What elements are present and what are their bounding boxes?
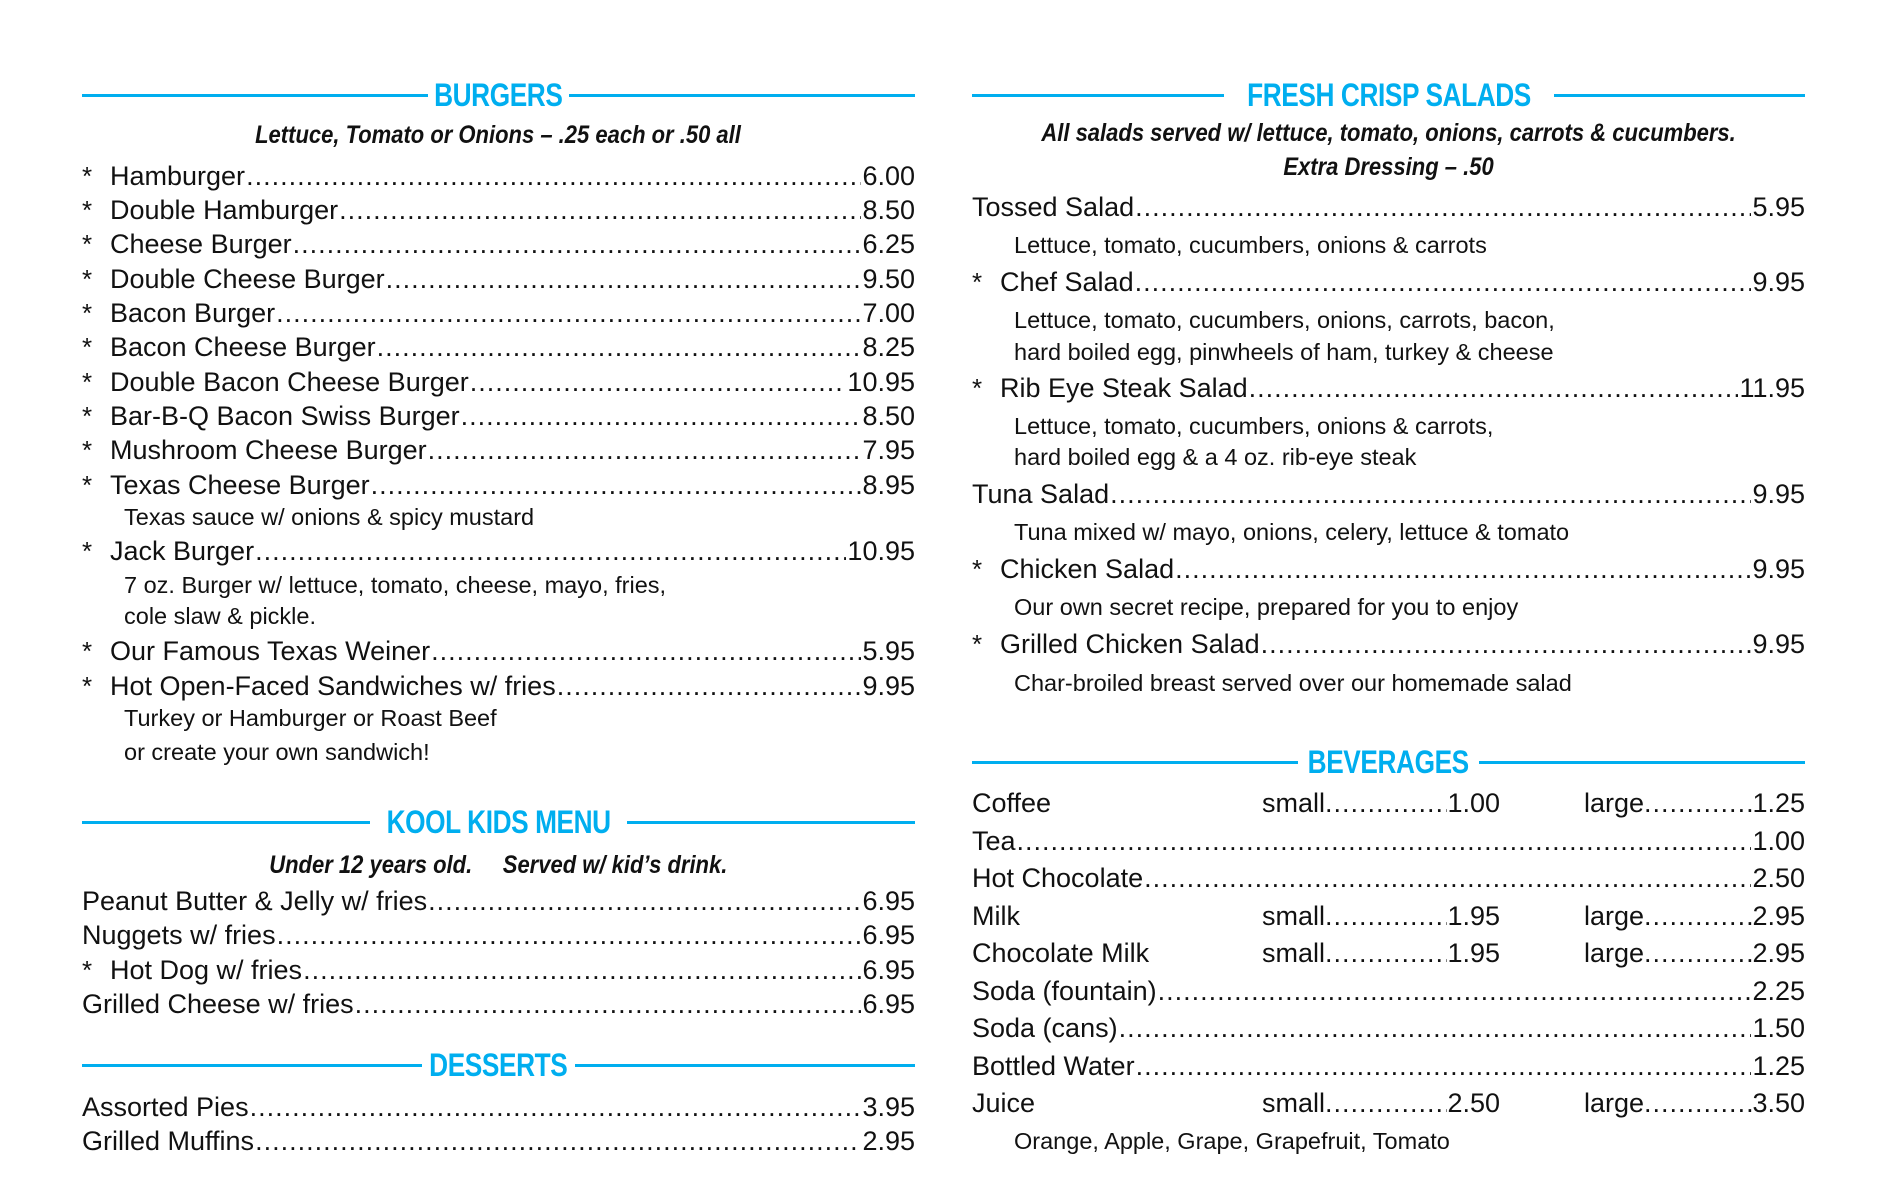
- item-price: 2.50: [1752, 863, 1805, 893]
- dot-leader: [277, 918, 862, 952]
- dot-leader: [1644, 786, 1752, 820]
- menu-item: [82, 918, 915, 952]
- beverage-item: [972, 936, 1805, 970]
- small-price-group: [1262, 899, 1500, 933]
- beverage-item: [972, 1049, 1805, 1083]
- item-description: cole slaw & pickle.: [124, 603, 316, 629]
- menu-item: [82, 669, 915, 703]
- star-icon: *: [82, 195, 93, 225]
- item-price: 6.95: [862, 920, 915, 950]
- dot-leader: [386, 262, 862, 296]
- star-icon: *: [82, 636, 93, 666]
- dot-leader: [371, 468, 862, 502]
- menu-item: [972, 190, 1805, 224]
- item-name: Bottled Water: [972, 1051, 1135, 1081]
- section-header-burgers: [82, 75, 915, 115]
- item-name: Double Cheese Burger: [110, 264, 385, 294]
- header-rule: [82, 1064, 422, 1067]
- item-name: Peanut Butter & Jelly w/ fries: [82, 886, 428, 916]
- dot-leader: [1158, 974, 1752, 1008]
- menu-item: [82, 365, 915, 399]
- subtitle-text: Extra Dressing – .50: [1283, 153, 1494, 181]
- size-label: small: [1262, 788, 1326, 818]
- menu-item: [82, 262, 915, 296]
- menu-item: [82, 1124, 915, 1158]
- small-price: 2.50: [1447, 1088, 1500, 1118]
- menu-item: [82, 1090, 915, 1124]
- dot-leader: [1644, 1086, 1752, 1120]
- item-name: Cheese Burger: [110, 229, 292, 259]
- item-price: 2.95: [862, 1126, 915, 1156]
- small-price: 1.95: [1447, 901, 1500, 931]
- dot-leader: [1644, 899, 1752, 933]
- item-name: Chicken Salad: [1000, 554, 1175, 584]
- item-price: 5.95: [1752, 192, 1805, 222]
- dot-leader: [1325, 899, 1447, 933]
- section-title: KOOL KIDS MENU: [386, 804, 611, 840]
- item-description: Char-broiled breast served over our homemade salad: [1014, 670, 1572, 696]
- item-name: Grilled Muffins: [82, 1126, 255, 1156]
- header-rule: [1554, 94, 1806, 97]
- dot-leader: [557, 669, 862, 703]
- subtitle-text: Lettuce, Tomato or Onions – .25 each or .50 all: [255, 121, 742, 149]
- star-icon: *: [82, 332, 93, 362]
- item-name: Hot Open-Faced Sandwiches w/ fries: [110, 671, 556, 701]
- item-name: Hot Dog w/ fries: [110, 955, 303, 985]
- small-price: 1.00: [1447, 788, 1500, 818]
- large-price: 2.95: [1752, 901, 1805, 931]
- menu-item: [82, 433, 915, 467]
- item-name: Bacon Burger: [110, 298, 276, 328]
- item-description: Turkey or Hamburger or Roast Beef: [124, 705, 497, 731]
- item-price: 7.00: [862, 298, 915, 328]
- dot-leader: [246, 159, 861, 193]
- dot-leader: [470, 365, 847, 399]
- dot-leader: [428, 884, 861, 918]
- item-price: 11.95: [1739, 373, 1805, 403]
- juice-flavors: Orange, Apple, Grape, Grapefruit, Tomato: [1014, 1128, 1450, 1154]
- small-price-group: [1262, 936, 1500, 970]
- section-header-desserts: [82, 1045, 915, 1085]
- menu-item: [82, 534, 915, 568]
- item-price: 6.00: [862, 161, 915, 191]
- item-price: 6.95: [862, 955, 915, 985]
- item-name: Soda (cans): [972, 1013, 1118, 1043]
- header-rule: [627, 821, 915, 824]
- menu-item: [82, 884, 915, 918]
- item-description: or create your own sandwich!: [124, 739, 430, 765]
- star-icon: *: [82, 435, 93, 465]
- section-header-kids: [82, 802, 915, 842]
- item-name: Rib Eye Steak Salad: [1000, 373, 1248, 403]
- beverage-item: [972, 899, 1805, 933]
- dot-leader: [250, 1090, 862, 1124]
- dot-leader: [1644, 936, 1752, 970]
- star-icon: *: [82, 161, 93, 191]
- item-name: Double Hamburger: [110, 195, 339, 225]
- salads-subtitle: [972, 118, 1805, 148]
- item-name: Our Famous Texas Weiner: [110, 636, 431, 666]
- item-description: Lettuce, tomato, cucumbers, onions & carrots,: [1014, 413, 1494, 439]
- header-rule: [569, 94, 915, 97]
- item-price: 1.50: [1752, 1013, 1805, 1043]
- star-icon: *: [972, 629, 983, 659]
- dot-leader: [293, 227, 862, 261]
- menu-item: [972, 371, 1805, 405]
- header-rule: [1479, 761, 1805, 764]
- item-price: 9.95: [862, 671, 915, 701]
- item-description: hard boiled egg & a 4 oz. rib-eye steak: [1014, 444, 1417, 470]
- beverage-item: [972, 861, 1805, 895]
- item-price: 1.25: [1752, 1051, 1805, 1081]
- dot-leader: [461, 399, 862, 433]
- item-name: Hamburger: [110, 161, 246, 191]
- item-price: 8.50: [862, 401, 915, 431]
- menu-item: [82, 987, 915, 1021]
- section-title: FRESH CRISP SALADS: [1246, 77, 1531, 113]
- subtitle-text: Under 12 years old. Served w/ kid’s drink.: [269, 851, 728, 879]
- item-name: Coffee: [972, 788, 1052, 818]
- dot-leader: [1135, 190, 1751, 224]
- item-name: Double Bacon Cheese Burger: [110, 367, 469, 397]
- item-description: Texas sauce w/ onions & spicy mustard: [124, 504, 535, 530]
- menu-item: [82, 193, 915, 227]
- dot-leader: [1144, 861, 1751, 895]
- large-price-group: [1584, 936, 1805, 970]
- item-price: 3.95: [862, 1092, 915, 1122]
- item-price: 10.95: [847, 367, 915, 397]
- item-name: Texas Cheese Burger: [110, 470, 370, 500]
- dot-leader: [1135, 265, 1752, 299]
- section-header-salads: [972, 75, 1805, 115]
- item-price: 6.95: [862, 989, 915, 1019]
- item-price: 8.95: [862, 470, 915, 500]
- dot-leader: [276, 296, 861, 330]
- dot-leader: [339, 193, 861, 227]
- beverage-item: [972, 824, 1805, 858]
- dot-leader: [255, 534, 846, 568]
- dot-leader: [355, 987, 862, 1021]
- item-name: Grilled Chicken Salad: [1000, 629, 1260, 659]
- star-icon: *: [82, 298, 93, 328]
- size-label: small: [1262, 938, 1326, 968]
- section-title: DESSERTS: [429, 1047, 568, 1083]
- item-price: 2.25: [1752, 976, 1805, 1006]
- menu-item: [82, 227, 915, 261]
- dot-leader: [1261, 627, 1752, 661]
- large-price: 2.95: [1752, 938, 1805, 968]
- star-icon: *: [82, 536, 93, 566]
- dot-leader: [1325, 786, 1447, 820]
- dot-leader: [1175, 552, 1751, 586]
- dot-leader: [377, 330, 862, 364]
- size-label: large: [1584, 1088, 1645, 1118]
- menu-item: [972, 477, 1805, 511]
- menu-item: [82, 159, 915, 193]
- beverage-item: [972, 1086, 1805, 1120]
- item-price: 9.95: [1752, 554, 1805, 584]
- item-description: Our own secret recipe, prepared for you to enjoy: [1014, 594, 1519, 620]
- large-price-group: [1584, 1086, 1805, 1120]
- menu-item: [82, 634, 915, 668]
- item-price: 5.95: [862, 636, 915, 666]
- menu-item: [82, 399, 915, 433]
- item-price: 6.25: [862, 229, 915, 259]
- size-label: small: [1262, 901, 1326, 931]
- burgers-subtitle: [82, 120, 915, 150]
- star-icon: *: [972, 267, 983, 297]
- item-name: Grilled Cheese w/ fries: [82, 989, 354, 1019]
- item-name: Jack Burger: [110, 536, 255, 566]
- dot-leader: [1325, 936, 1447, 970]
- dot-leader: [1119, 1011, 1752, 1045]
- item-name: Juice: [972, 1088, 1036, 1118]
- header-rule: [82, 94, 428, 97]
- item-name: Mushroom Cheese Burger: [110, 435, 427, 465]
- dot-leader: [1110, 477, 1751, 511]
- item-name: Tuna Salad: [972, 479, 1110, 509]
- star-icon: *: [82, 955, 93, 985]
- item-name: Milk: [972, 901, 1020, 931]
- star-icon: *: [82, 264, 93, 294]
- header-rule: [575, 1064, 915, 1067]
- size-label: large: [1584, 901, 1645, 931]
- menu-item: [972, 627, 1805, 661]
- star-icon: *: [972, 554, 983, 584]
- item-price: 9.95: [1752, 267, 1805, 297]
- item-name: Tea: [972, 826, 1016, 856]
- dot-leader: [1249, 371, 1739, 405]
- item-price: 9.95: [1752, 629, 1805, 659]
- beverage-item: [972, 1011, 1805, 1045]
- item-description: Tuna mixed w/ mayo, onions, celery, lettuce & tomato: [1014, 519, 1570, 545]
- item-name: Soda (fountain): [972, 976, 1157, 1006]
- item-price: 8.25: [862, 332, 915, 362]
- item-name: Bar-B-Q Bacon Swiss Burger: [110, 401, 460, 431]
- large-price-group: [1584, 899, 1805, 933]
- dot-leader: [1325, 1086, 1447, 1120]
- salads-extra-dressing: [972, 152, 1805, 182]
- dot-leader: [428, 433, 862, 467]
- star-icon: *: [82, 367, 93, 397]
- menu-item: [972, 265, 1805, 299]
- star-icon: *: [82, 229, 93, 259]
- menu-item: [972, 552, 1805, 586]
- kids-subtitle: [82, 850, 915, 880]
- star-icon: *: [972, 373, 983, 403]
- large-price: 1.25: [1752, 788, 1805, 818]
- section-header-beverages: [972, 742, 1805, 782]
- star-icon: *: [82, 671, 93, 701]
- menu-item: [82, 468, 915, 502]
- item-description: Lettuce, tomato, cucumbers, onions & carrots: [1014, 232, 1487, 258]
- size-label: small: [1262, 1088, 1326, 1118]
- menu-item: [82, 330, 915, 364]
- item-name: Nuggets w/ fries: [82, 920, 276, 950]
- star-icon: *: [82, 470, 93, 500]
- dot-leader: [1017, 824, 1752, 858]
- item-price: 10.95: [847, 536, 915, 566]
- item-price: 9.95: [1752, 479, 1805, 509]
- star-icon: *: [82, 401, 93, 431]
- small-price: 1.95: [1447, 938, 1500, 968]
- dot-leader: [1136, 1049, 1752, 1083]
- item-name: Bacon Cheese Burger: [110, 332, 376, 362]
- menu-item: [82, 953, 915, 987]
- item-name: Hot Chocolate: [972, 863, 1144, 893]
- subtitle-text: All salads served w/ lettuce, tomato, onions, carrots & cucumbers.: [1041, 119, 1736, 147]
- section-title: BEVERAGES: [1307, 744, 1470, 780]
- large-price: 3.50: [1752, 1088, 1805, 1118]
- header-rule: [82, 821, 370, 824]
- size-label: large: [1584, 788, 1645, 818]
- size-label: large: [1584, 938, 1645, 968]
- menu-item: [82, 296, 915, 330]
- item-price: 8.50: [862, 195, 915, 225]
- beverage-item: [972, 786, 1805, 820]
- item-description: Lettuce, tomato, cucumbers, onions, carrots, bacon,: [1014, 307, 1555, 333]
- item-name: Chocolate Milk: [972, 938, 1150, 968]
- small-price-group: [1262, 786, 1500, 820]
- dot-leader: [431, 634, 861, 668]
- item-price: 6.95: [862, 886, 915, 916]
- beverage-item: [972, 974, 1805, 1008]
- item-description: hard boiled egg, pinwheels of ham, turkey & cheese: [1014, 339, 1554, 365]
- small-price-group: [1262, 1086, 1500, 1120]
- item-name: Chef Salad: [1000, 267, 1134, 297]
- large-price-group: [1584, 786, 1805, 820]
- item-price: 1.00: [1752, 826, 1805, 856]
- item-description: 7 oz. Burger w/ lettuce, tomato, cheese, mayo, fries,: [124, 572, 667, 598]
- item-price: 7.95: [862, 435, 915, 465]
- section-title: BURGERS: [434, 77, 563, 113]
- item-name: Assorted Pies: [82, 1092, 249, 1122]
- dot-leader: [255, 1124, 861, 1158]
- header-rule: [972, 94, 1224, 97]
- item-price: 9.50: [862, 264, 915, 294]
- dot-leader: [303, 953, 861, 987]
- item-name: Tossed Salad: [972, 192, 1135, 222]
- header-rule: [972, 761, 1298, 764]
